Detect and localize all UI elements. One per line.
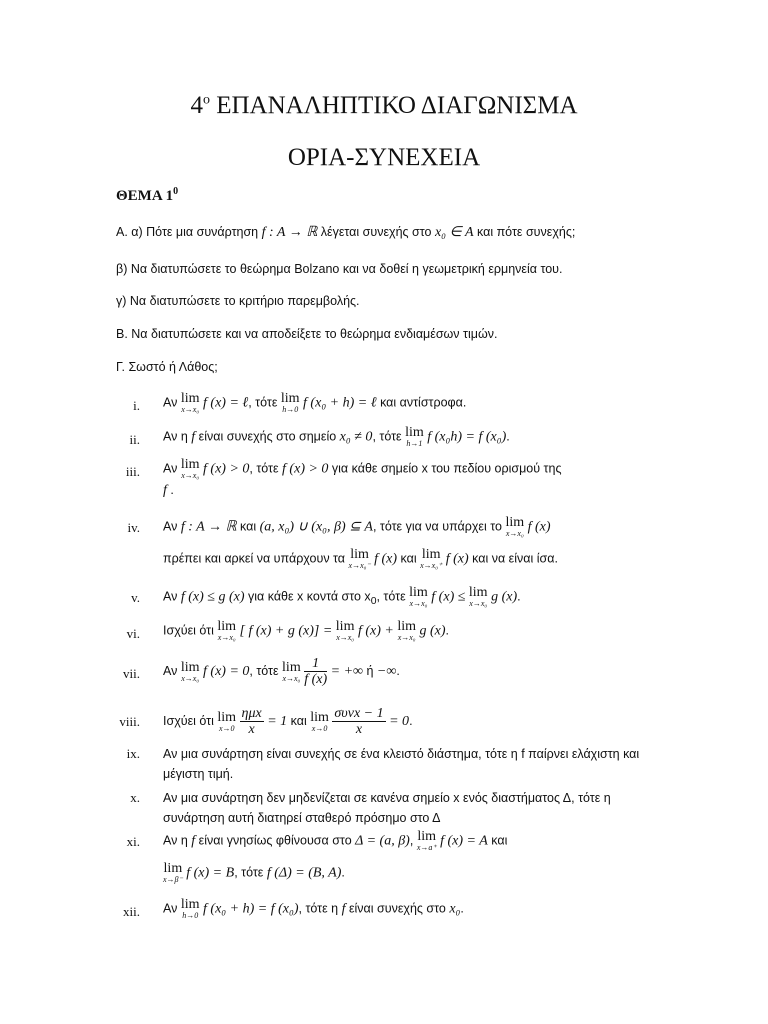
item-number: ii. bbox=[129, 432, 140, 447]
item-number: x. bbox=[130, 790, 140, 805]
document-subtitle: ΟΡΙΑ-ΣΥΝΕΧΕΙΑ bbox=[287, 144, 481, 171]
question-G: Γ. Σωστό ή Λάθος; bbox=[116, 360, 218, 374]
item-xi: Αν η f είναι γνησίως φθίνουσα στο Δ = (a, β), lim x→a⁺ f (x) = A και lim x→β⁻ f (x) = B, τότε f (Δ) = (B, A). bbox=[163, 829, 508, 884]
topic-heading: ΘΕΜΑ $1^0$ bbox=[116, 186, 179, 204]
question-a: Α. α) Πότε μια συνάρτηση f : A → ℝ λέγεται συνεχής στο x₀ ∈ A και πότε συνεχής; bbox=[116, 225, 576, 240]
question-B: Β. Να διατυπώσετε και να αποδείξετε το θεώρημα ενδιαμέσων τιμών. bbox=[116, 327, 498, 341]
item-number: v. bbox=[131, 590, 140, 605]
item-ix: Αν μια συνάρτηση είναι συνεχής σε ένα κλειστό διάστημα, τότε η f παίρνει ελάχιστη και μέγιστη τιμή. bbox=[163, 747, 640, 781]
item-xii: Αν lim h→0 f (x₀ + h) = f (x₀), τότε η f είναι συνεχής στο x₀. bbox=[163, 897, 464, 920]
item-vi: Ισχύει ότι lim x→x₀ [ f (x) + g (x)] = lim x→x₀ f (x) + lim x→x₀ g (x). bbox=[163, 619, 449, 642]
item-x: Αν μια συνάρτηση δεν μηδενίζεται σε κανένα σημείο x ενός διαστήματος Δ, τότε η συνάρτηση αυτή διατηρεί σταθερό πρόσημο στο Δ bbox=[163, 791, 611, 825]
item-number: vi. bbox=[126, 626, 140, 641]
item-number: viii. bbox=[119, 714, 140, 729]
document-title: $4^o$ ΕΠΑΝΑΛΗΠΤΙΚΟ ΔΙΑΓΩΝΙΣΜΑ bbox=[190, 92, 578, 119]
item-iii: Αν lim x→x₀ f (x) > 0, τότε f (x) > 0 για κάθε σημείο x του πεδίου ορισμού της f . bbox=[163, 457, 562, 498]
item-number: vii. bbox=[123, 666, 140, 681]
item-number: ix. bbox=[126, 746, 140, 761]
item-number: iii. bbox=[125, 464, 140, 479]
question-b: β) Να διατυπώσετε το θεώρημα Bolzano και να δοθεί η γεωμετρική ερμηνεία του. bbox=[116, 262, 563, 276]
item-number: i. bbox=[133, 398, 140, 413]
item-ii: Αν η f είναι συνεχής στο σημείο x₀ ≠ 0, τότε lim h→1 f (x₀h) = f (x₀). bbox=[163, 425, 510, 448]
item-number: xi. bbox=[126, 834, 140, 849]
item-iv: Αν f : A → ℝ και (a, x₀) ∪ (x₀, β) ⊆ A, τότε για να υπάρχει το lim x→x₀ f (x) πρέπει και αρκεί να υπάρχουν τα lim x→x₀⁻ f (x) και lim x→x₀⁺ f (x) και να είναι ίσα. bbox=[163, 515, 558, 570]
item-number: iv. bbox=[127, 520, 140, 535]
item-viii: Ισχύει ότι lim x→0 $\frac{\text{ημx}}{x}$ = 1 και lim x→0 $\frac{\text{συνx − 1}}{x}$ = 0. bbox=[163, 706, 413, 738]
item-v: Αν f (x) ≤ g (x) για κάθε x κοντά στο $x_0$, τότε lim x→x₀ f (x) ≤ lim x→x₀ g (x). bbox=[163, 585, 521, 608]
item-vii: Αν lim x→x₀ f (x) = 0, τότε lim x→x₀ $\frac{1}{f (x)}$ = +∞ ή −∞. bbox=[163, 656, 400, 688]
item-number: xii. bbox=[123, 904, 140, 919]
question-c: γ) Να διατυπώσετε το κριτήριο παρεμβολής. bbox=[116, 294, 360, 308]
item-i: Αν lim x→x₀ f (x) = ℓ, τότε lim h→0 f (x₀ + h) = ℓ και αντίστροφα. bbox=[163, 391, 467, 414]
